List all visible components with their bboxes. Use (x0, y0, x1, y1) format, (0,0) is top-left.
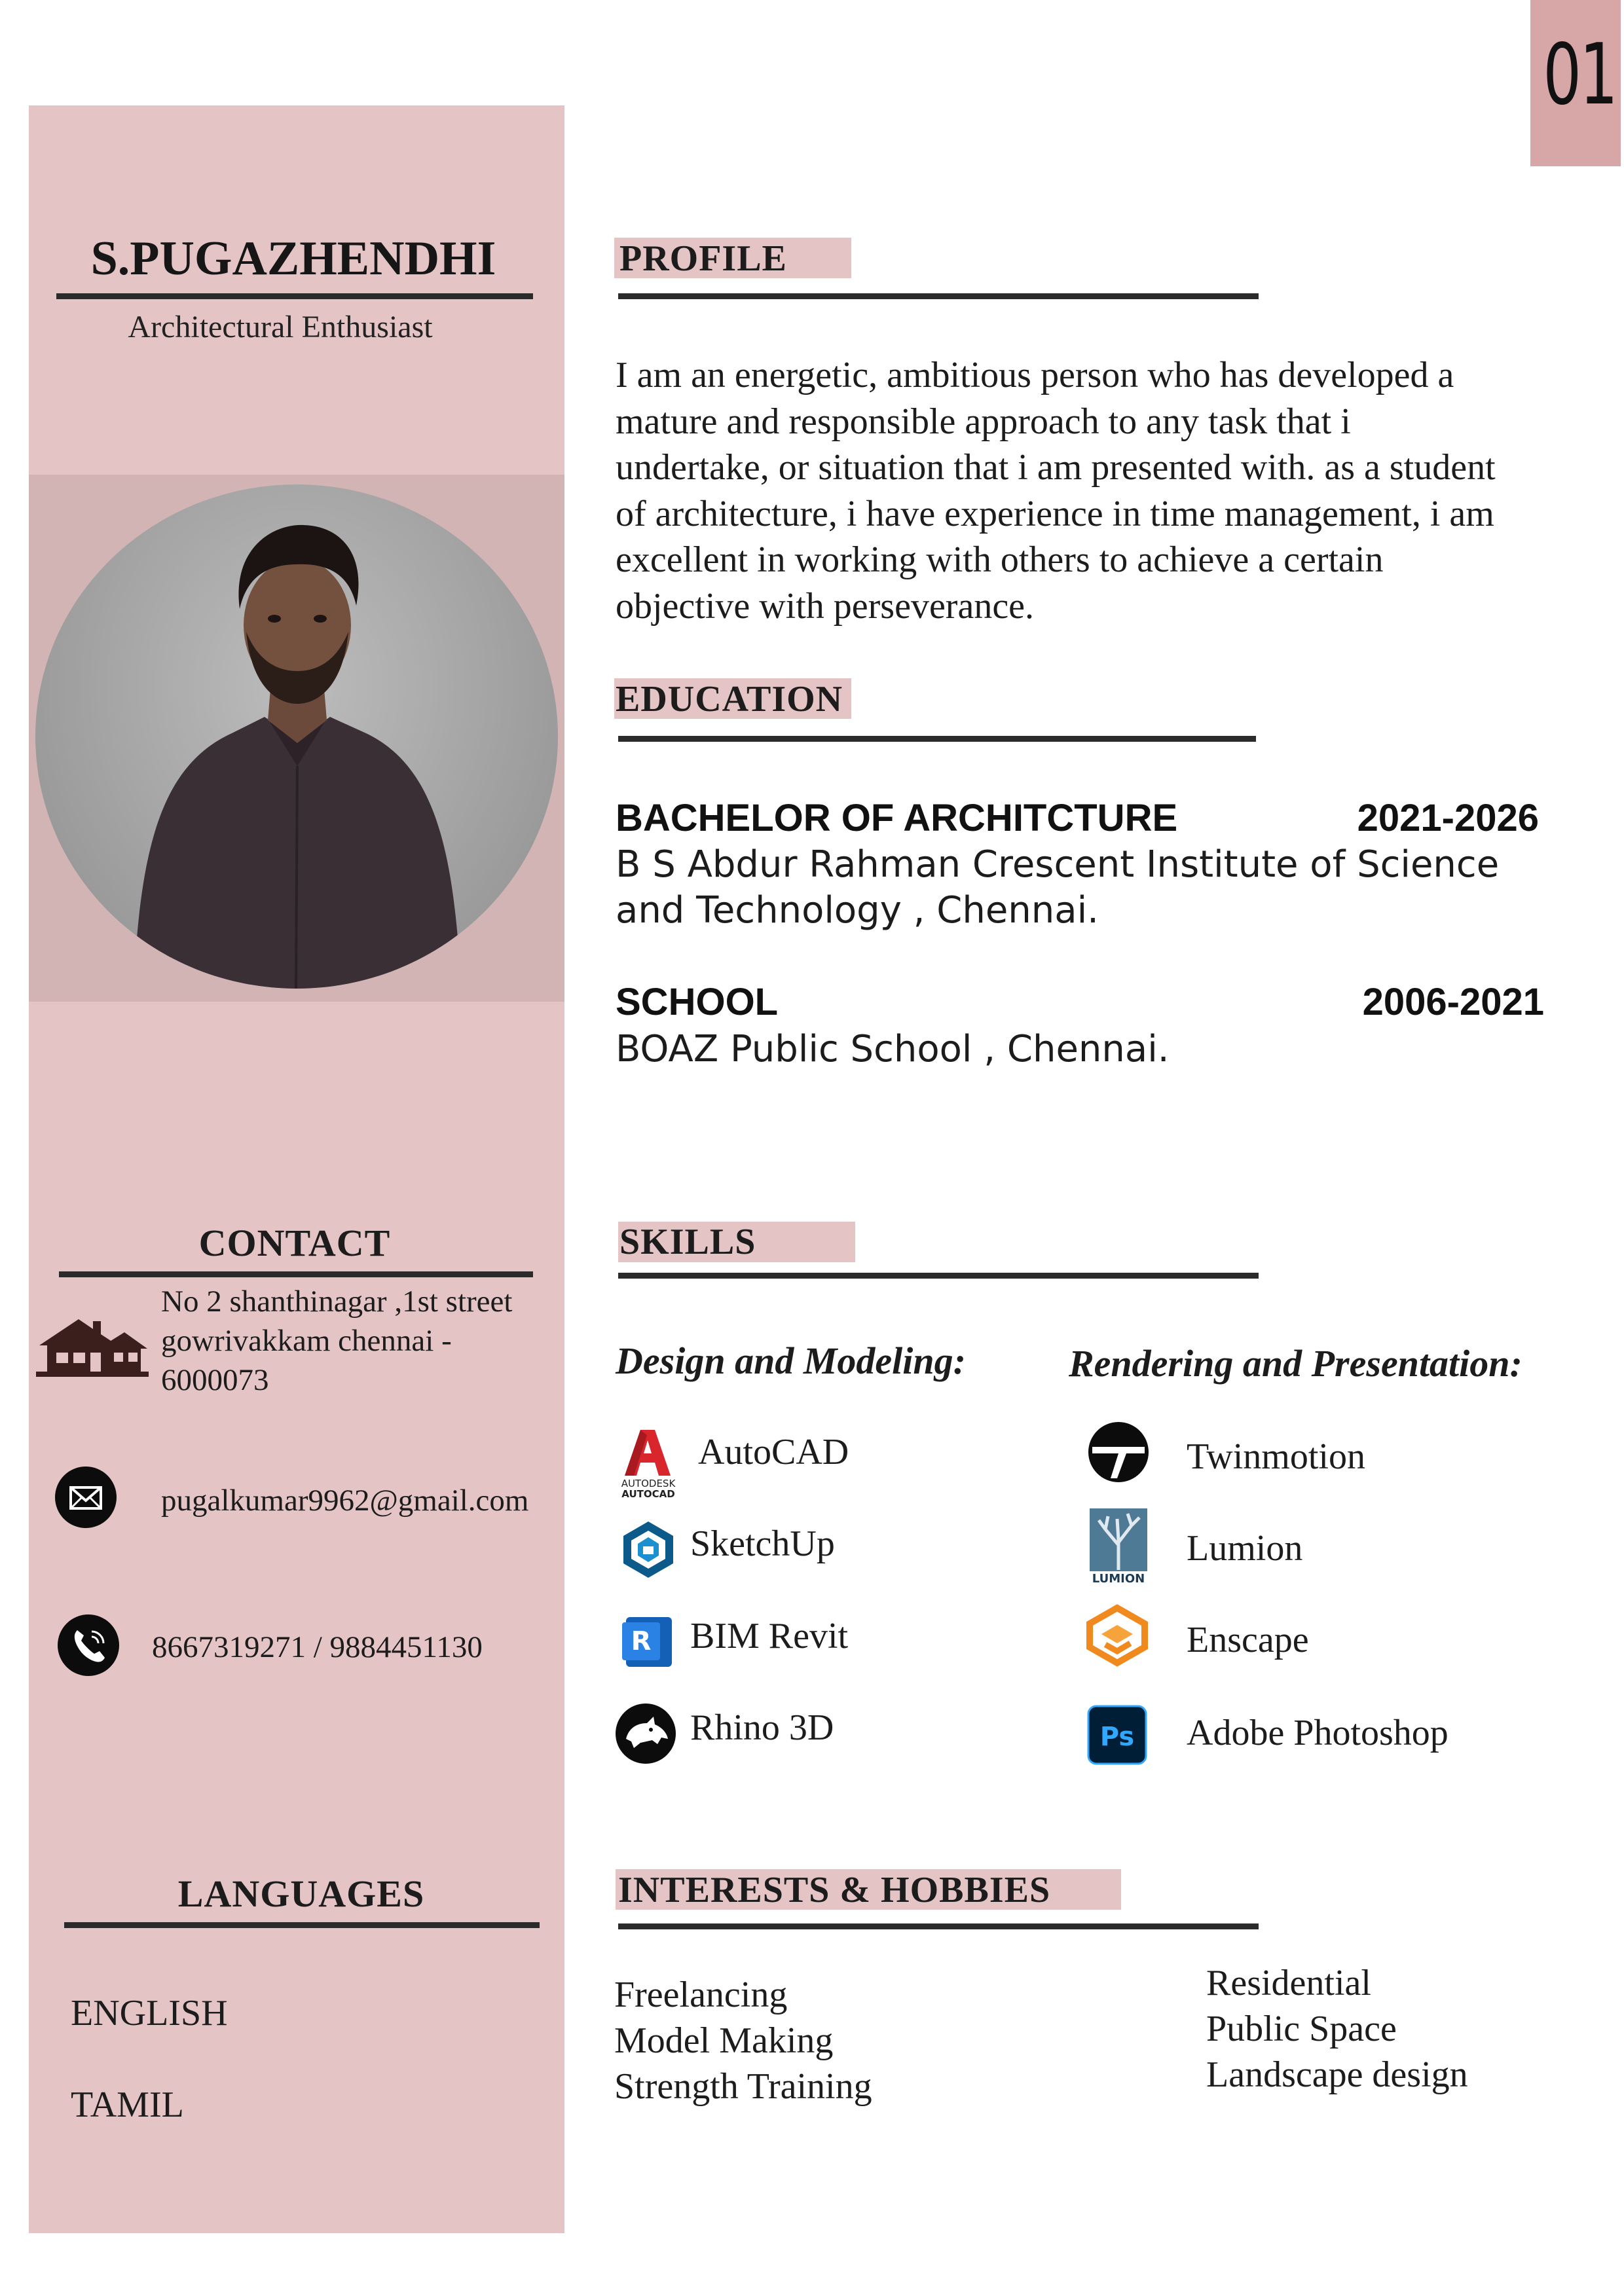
contact-address (161, 1282, 567, 1400)
profile-line: objective with perseverance. (616, 585, 1035, 627)
profile-heading: PROFILE (619, 238, 787, 279)
degree-title: BACHELOR OF ARCHITCTURE (616, 797, 1178, 839)
interests-heading: INTERESTS & HOBBIES (618, 1870, 1051, 1910)
address-line-2: gowrivakkam chennai - (161, 1324, 452, 1358)
revit-icon-glyph: R (631, 1626, 652, 1656)
profile-divider (618, 293, 1259, 299)
autocad-icon-caption: AUTOCAD (621, 1488, 675, 1500)
address-line-1: No 2 shanthinagar ,1st street (161, 1285, 513, 1319)
skill-enscape: Enscape (1187, 1620, 1309, 1660)
school-title: SCHOOL (616, 981, 779, 1023)
photoshop-icon (1086, 1704, 1149, 1766)
language-english: ENGLISH (71, 1993, 228, 2033)
interest-item: Model Making (614, 2020, 834, 2061)
interest-item: Public Space (1206, 2009, 1397, 2049)
autocad-icon-caption: AUTODESK (621, 1478, 676, 1489)
revit-icon (617, 1611, 680, 1673)
profile-line: of architecture, i have experience in time management, i am (616, 493, 1494, 534)
school-years: 2006-2021 (1362, 981, 1544, 1023)
degree-institution-line: and Technology , Chennai. (616, 889, 1099, 932)
lumion-icon (1086, 1506, 1151, 1586)
twinmotion-icon (1087, 1421, 1150, 1484)
skill-lumion: Lumion (1187, 1528, 1303, 1569)
profile-line: I am an energetic, ambitious person who has developed a (616, 355, 1454, 395)
address-line-3: 6000073 (161, 1363, 269, 1397)
rendering-presentation-heading: Rendering and Presentation: (1069, 1342, 1522, 1385)
degree-institution-line: B S Abdur Rahman Crescent Institute of Science (616, 843, 1500, 886)
skill-twinmotion: Twinmotion (1187, 1436, 1365, 1477)
name-divider (56, 293, 533, 299)
person-silhouette-icon (35, 484, 558, 989)
interest-item: Landscape design (1206, 2054, 1468, 2095)
profile-summary (616, 352, 1552, 629)
contact-heading: CONTACT (198, 1222, 391, 1264)
contact-divider (59, 1271, 533, 1277)
interest-item: Strength Training (614, 2066, 872, 2107)
contact-email[interactable]: pugalkumar9962@gmail.com (161, 1484, 529, 1518)
resume-name: S.PUGAZHENDHI (90, 232, 496, 285)
profile-line: excellent in working with others to achieve a certain (616, 539, 1384, 580)
degree-years: 2021-2026 (1357, 797, 1539, 839)
mail-icon (55, 1467, 117, 1528)
sketchup-icon (617, 1518, 680, 1580)
photoshop-icon-glyph: Ps (1099, 1722, 1135, 1752)
skill-rhino-3d: Rhino 3D (690, 1707, 834, 1748)
interest-item: Freelancing (614, 1975, 788, 2015)
profile-photo (35, 484, 558, 989)
interests-divider (618, 1923, 1259, 1929)
interests-left-list (614, 1972, 872, 2109)
phone-icon (58, 1614, 119, 1676)
autocad-icon (605, 1415, 692, 1502)
school-institution (616, 1027, 1545, 1072)
language-tamil: TAMIL (71, 2085, 184, 2125)
skills-divider (618, 1273, 1259, 1279)
interests-right-list (1206, 1960, 1468, 2098)
education-divider (618, 736, 1256, 742)
skill-adobe-photoshop: Adobe Photoshop (1187, 1713, 1449, 1753)
languages-heading: LANGUAGES (177, 1872, 425, 1915)
resume-tagline: Architectural Enthusiast (128, 310, 433, 344)
education-heading: EDUCATION (616, 679, 843, 720)
interest-item: Residential (1206, 1963, 1371, 2003)
school-institution-line: BOAZ Public School , Chennai. (616, 1028, 1170, 1070)
house-icon (33, 1309, 151, 1381)
skill-bim-revit: BIM Revit (690, 1616, 849, 1656)
skills-heading: SKILLS (619, 1222, 756, 1262)
degree-institution (616, 842, 1545, 934)
profile-line: mature and responsible approach to any task that i (616, 401, 1351, 442)
page-number: 01 (1543, 26, 1616, 124)
design-modeling-heading: Design and Modeling: (616, 1339, 966, 1382)
languages-divider (64, 1922, 540, 1928)
contact-phone[interactable]: 8667319271 / 9884451130 (152, 1630, 483, 1664)
skill-autocad: AutoCAD (698, 1432, 849, 1472)
enscape-icon (1086, 1604, 1149, 1667)
lumion-icon-caption: LUMION (1092, 1572, 1145, 1586)
rhino-icon (614, 1702, 677, 1765)
skill-sketchup: SketchUp (690, 1523, 835, 1564)
profile-line: undertake, or situation that i am presented with. as a student (616, 447, 1496, 488)
